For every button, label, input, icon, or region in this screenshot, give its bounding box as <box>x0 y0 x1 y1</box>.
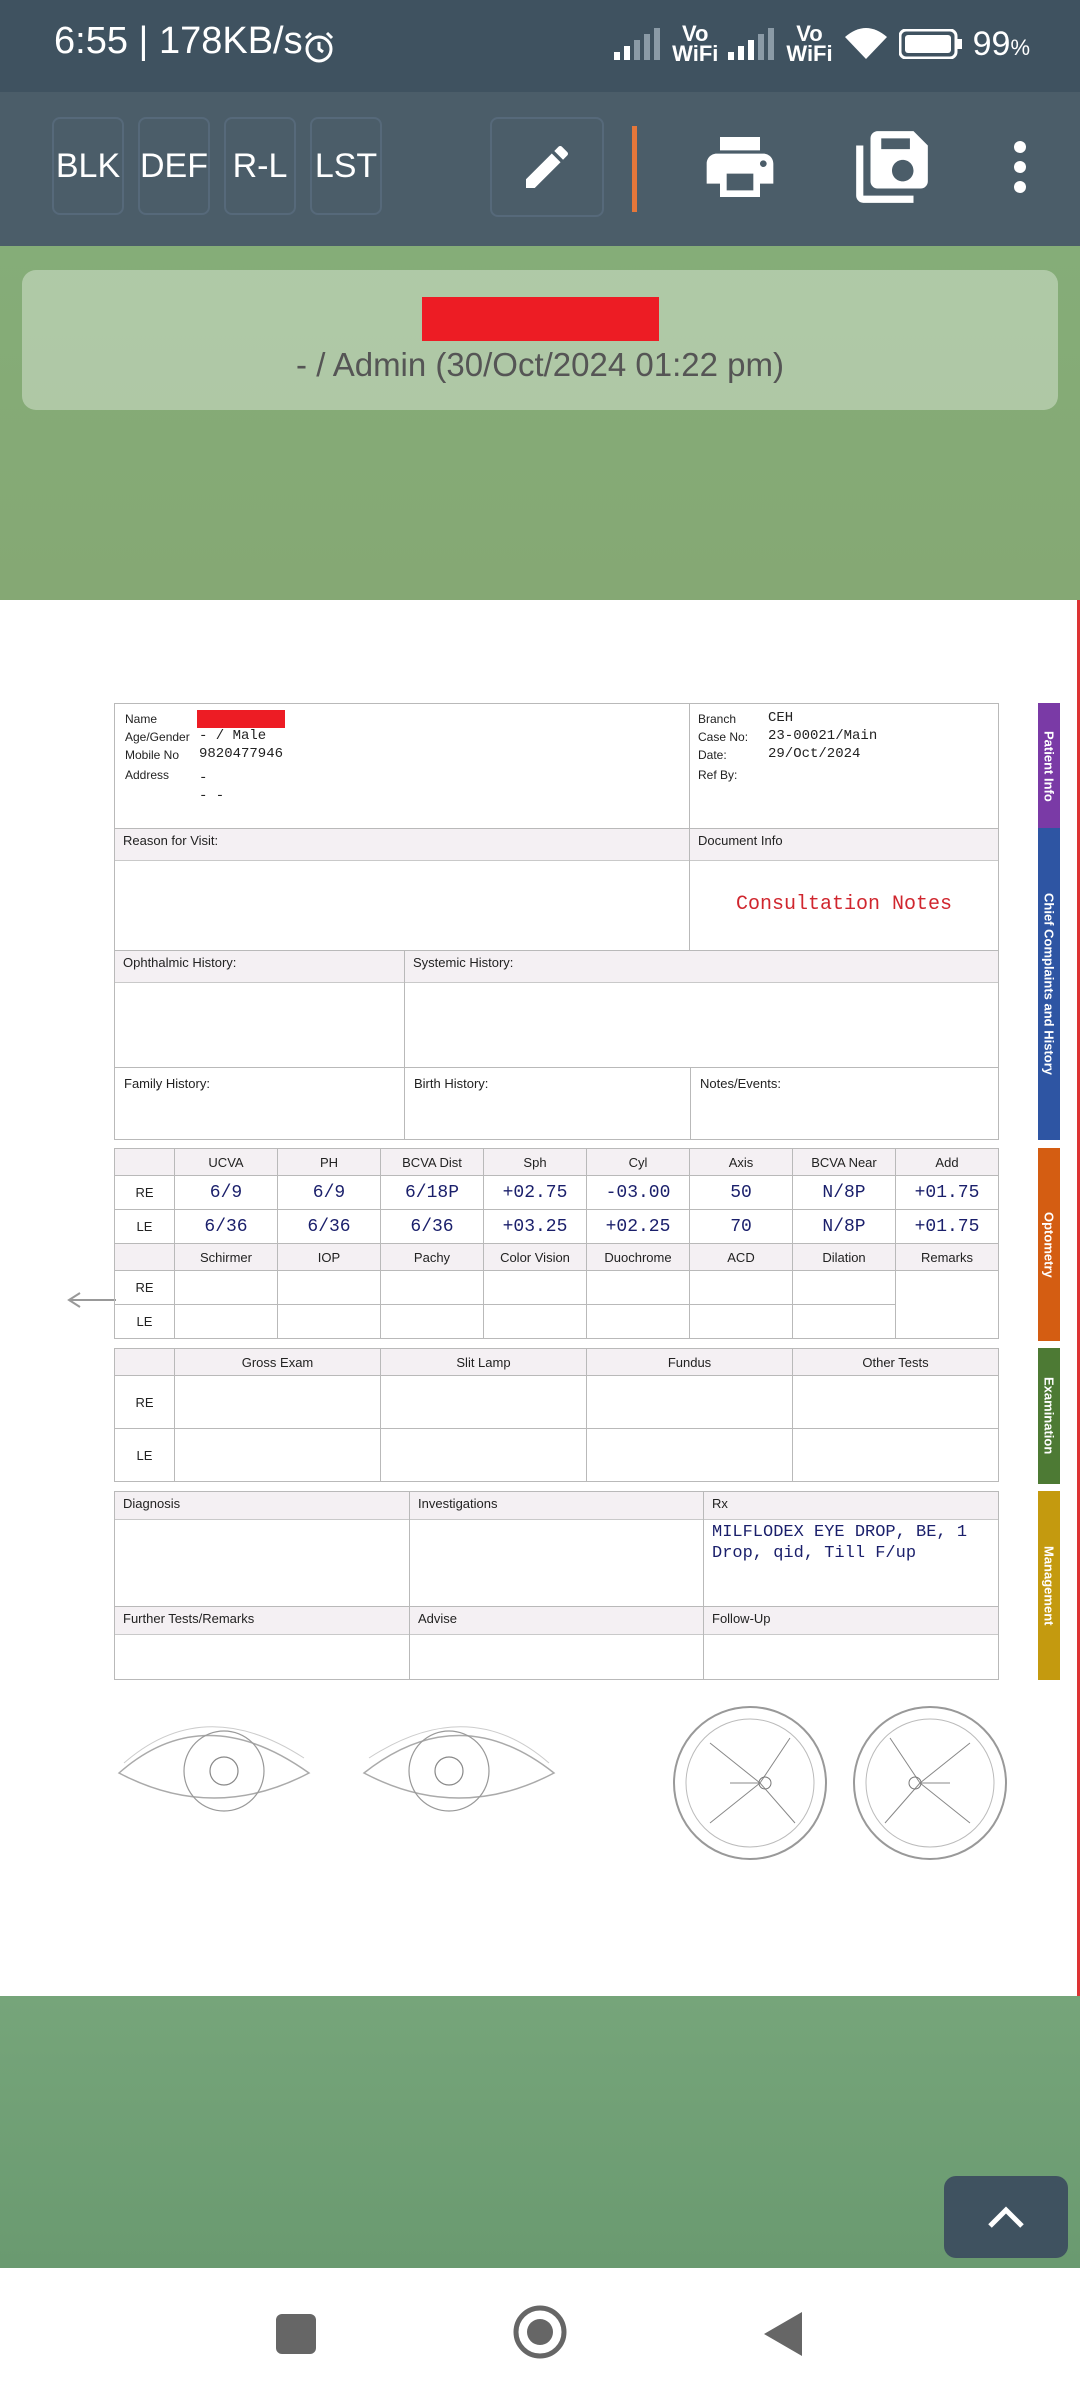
scroll-top-button[interactable] <box>944 2176 1068 2258</box>
opt-head: Color Vision <box>484 1244 587 1271</box>
opt-head: Cyl <box>587 1149 690 1176</box>
opt-head <box>115 1244 175 1271</box>
name-label: Name <box>125 712 158 726</box>
opt-cell: +01.75 <box>896 1210 999 1244</box>
opt-head: Schirmer <box>175 1244 278 1271</box>
signal-icon-2 <box>728 28 776 60</box>
opt-head: ACD <box>690 1244 793 1271</box>
exam-head: Gross Exam <box>175 1349 381 1376</box>
opt-cell: 6/9 <box>278 1176 381 1210</box>
header-card <box>22 270 1058 410</box>
battery-level: 99% <box>972 24 1030 63</box>
opt-cell: -03.00 <box>587 1176 690 1210</box>
examination-table <box>114 1348 999 1482</box>
notes-events <box>690 1067 999 1140</box>
opt-head: Sph <box>484 1149 587 1176</box>
case-value: 23-00021/Main <box>768 728 878 744</box>
back-button[interactable] <box>762 2310 804 2358</box>
side-tab-patient-info: Patient Info <box>1038 703 1060 829</box>
exam-head: Fundus <box>587 1349 793 1376</box>
diagnosis-header: Diagnosis <box>115 1492 409 1520</box>
side-tab-optometry: Optometry <box>1038 1148 1060 1341</box>
systemic-header: Systemic History: <box>405 951 998 983</box>
opt-head: BCVA Near <box>793 1149 896 1176</box>
rx-value: MILFLODEX EYE DROP, BE, 1 Drop, qid, Till F/up <box>712 1523 968 1563</box>
document-info-header: Document Info <box>690 829 998 861</box>
followup-header: Follow-Up <box>704 1607 998 1635</box>
address-line-1: - <box>199 770 208 786</box>
document-title: Consultation Notes <box>735 893 953 916</box>
optometry-re-row-2 <box>115 1271 999 1305</box>
print-button[interactable] <box>690 117 790 217</box>
opt-head: IOP <box>278 1244 381 1271</box>
address-line-2: - - <box>199 788 225 804</box>
left-eye-diagram <box>359 1703 559 1823</box>
blk-button[interactable]: BLK <box>52 117 124 215</box>
birth-label: Birth History: <box>414 1076 489 1091</box>
reason-header: Reason for Visit: <box>115 829 689 861</box>
opt-cell: 6/18P <box>381 1176 484 1210</box>
case-label: Case No: <box>698 730 749 744</box>
diagnosis-box <box>114 1491 410 1607</box>
exam-cell: RE <box>115 1376 175 1429</box>
opt-cell: 6/9 <box>175 1176 278 1210</box>
optometry-header-row <box>115 1149 999 1176</box>
ophthalmic-history <box>114 950 405 1068</box>
opt-cell: RE <box>115 1176 175 1210</box>
date-value: 29/Oct/2024 <box>768 746 861 762</box>
advise-box <box>409 1606 704 1680</box>
opt-cell: N/8P <box>793 1176 896 1210</box>
battery-icon <box>899 29 963 59</box>
document-info <box>689 828 999 951</box>
exam-le-row <box>115 1429 999 1482</box>
branch-label: Branch <box>698 712 737 726</box>
advise-header: Advise <box>410 1607 703 1635</box>
further-tests-header: Further Tests/Remarks <box>115 1607 409 1635</box>
age-gender-label: Age/Gender <box>125 730 190 744</box>
side-tab-management: Management <box>1038 1491 1060 1680</box>
side-tab-chief-complaints: Chief Complaints and History <box>1038 828 1060 1140</box>
wifi-icon <box>843 27 889 61</box>
def-button[interactable]: DEF <box>138 117 210 215</box>
branch-value: CEH <box>768 710 794 726</box>
rx-header: Rx <box>704 1492 998 1520</box>
header-meta: - / Admin (30/Oct/2024 01:22 pm) <box>296 346 784 383</box>
vowifi-label-2: Vo WiFi <box>786 21 833 66</box>
lst-button[interactable]: LST <box>310 117 382 215</box>
page-background-bottom <box>0 1996 1080 2268</box>
right-eye-diagram <box>114 1703 314 1823</box>
exam-head: Other Tests <box>793 1349 999 1376</box>
toolbar <box>0 92 1080 246</box>
optometry-le-row <box>115 1210 999 1244</box>
systemic-history <box>404 950 999 1068</box>
family-label: Family History: <box>124 1076 210 1091</box>
birth-history <box>404 1067 691 1140</box>
chevron-up-icon <box>984 2202 1028 2232</box>
opt-cell: +02.75 <box>484 1176 587 1210</box>
opt-cell: +01.75 <box>896 1176 999 1210</box>
opt-cell: LE <box>115 1305 175 1339</box>
investigations-header: Investigations <box>410 1492 703 1520</box>
opt-head: Add <box>896 1149 999 1176</box>
mobile-value: 9820477946 <box>199 746 284 762</box>
exam-head <box>115 1349 175 1376</box>
optometry-re-row <box>115 1176 999 1210</box>
opt-cell: RE <box>115 1271 175 1305</box>
redacted-patient-name <box>197 710 285 728</box>
side-tab-examination: Examination <box>1038 1348 1060 1484</box>
opt-head: Duochrome <box>587 1244 690 1271</box>
optometry-le-row-2 <box>115 1305 999 1339</box>
alarm-icon <box>302 30 336 64</box>
opt-head <box>115 1149 175 1176</box>
opt-cell: LE <box>115 1210 175 1244</box>
family-history <box>114 1067 405 1140</box>
opt-head: Remarks <box>896 1244 999 1271</box>
recent-apps-button[interactable] <box>276 2314 316 2354</box>
exam-head: Slit Lamp <box>381 1349 587 1376</box>
rl-button[interactable]: R-L <box>224 117 296 215</box>
mobile-label: Mobile No <box>125 748 180 762</box>
save-icon <box>849 124 935 210</box>
printer-icon <box>700 127 780 207</box>
vowifi-label-1: Vo WiFi <box>672 21 719 66</box>
arrow-left-icon <box>66 1290 116 1310</box>
patient-info-right <box>689 703 999 829</box>
patient-info-left <box>114 703 690 829</box>
investigations-box <box>409 1491 704 1607</box>
opt-cell: +03.25 <box>484 1210 587 1244</box>
opt-head: Dilation <box>793 1244 896 1271</box>
status-bar <box>0 0 1080 92</box>
opt-cell: 50 <box>690 1176 793 1210</box>
home-button[interactable] <box>512 2304 568 2360</box>
opt-head: UCVA <box>175 1149 278 1176</box>
status-time-speed: 6:55 | 178KB/s <box>54 20 303 62</box>
age-gender-value: - / Male <box>199 728 267 744</box>
ref-by-label: Ref By: <box>698 768 738 782</box>
more-options-button[interactable] <box>1000 117 1040 217</box>
ophthalmic-header: Ophthalmic History: <box>115 951 404 983</box>
opt-head: PH <box>278 1149 381 1176</box>
navigation-bar <box>0 2268 1080 2400</box>
opt-cell: 6/36 <box>381 1210 484 1244</box>
signal-icon <box>614 28 662 60</box>
save-button[interactable] <box>842 117 942 217</box>
more-vert-icon <box>1010 139 1030 195</box>
date-label: Date: <box>698 748 727 762</box>
address-label: Address <box>125 768 170 782</box>
further-tests-box <box>114 1606 410 1680</box>
opt-head: Axis <box>690 1149 793 1176</box>
reason-for-visit <box>114 828 690 951</box>
opt-cell: +02.25 <box>587 1210 690 1244</box>
optometry-header-row-2 <box>115 1244 999 1271</box>
optometry-table <box>114 1148 999 1339</box>
pencil-icon <box>519 139 575 195</box>
toolbar-divider <box>632 126 637 212</box>
followup-box <box>703 1606 999 1680</box>
rx-box <box>703 1491 999 1607</box>
opt-cell: 70 <box>690 1210 793 1244</box>
opt-cell: 6/36 <box>175 1210 278 1244</box>
opt-head: BCVA Dist <box>381 1149 484 1176</box>
left-fundus-diagram <box>850 1703 1010 1863</box>
document-page <box>0 600 1080 1996</box>
right-fundus-diagram <box>670 1703 830 1863</box>
exam-header-row <box>115 1349 999 1376</box>
exam-re-row <box>115 1376 999 1429</box>
redacted-name <box>422 297 659 341</box>
opt-cell: N/8P <box>793 1210 896 1244</box>
edit-button[interactable] <box>490 117 604 217</box>
opt-cell: 6/36 <box>278 1210 381 1244</box>
exam-cell: LE <box>115 1429 175 1482</box>
opt-head: Pachy <box>381 1244 484 1271</box>
notes-label: Notes/Events: <box>700 1076 781 1091</box>
